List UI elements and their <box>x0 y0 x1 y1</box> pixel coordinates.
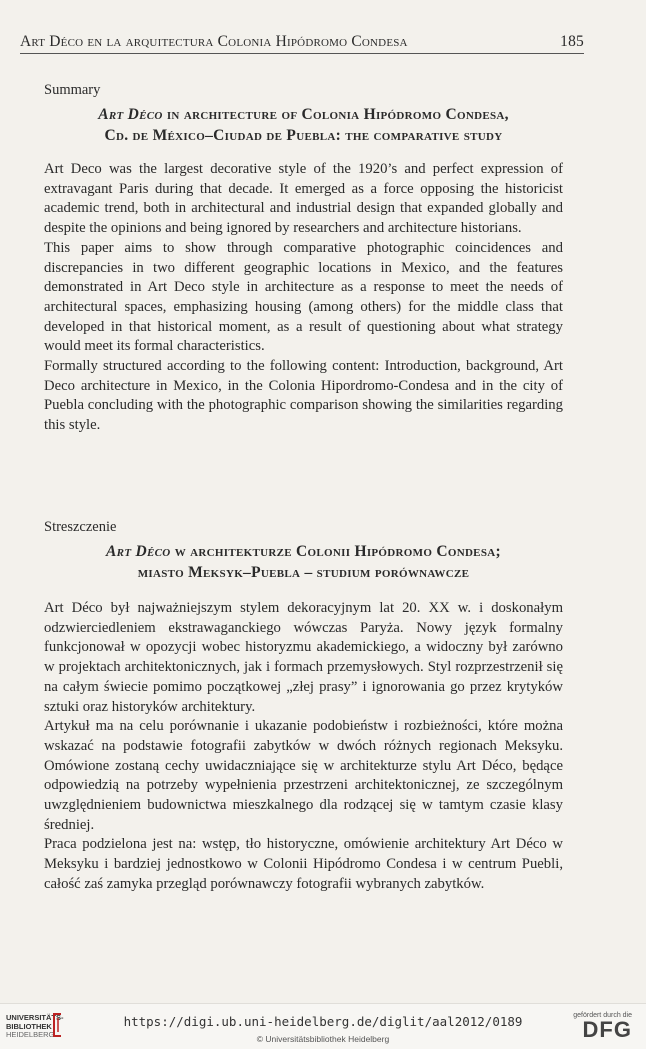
funder-note: gefördert durch die <box>573 1012 632 1019</box>
summary-label: Summary <box>44 82 101 98</box>
streszczenie-paragraph-3: Praca podzielona jest na: wstęp, tło historyczne, omówienie architektury Art Déco w Meksyku i bardziej jednostkowo w Colonii Hipódromo Condesa i w centrum Puebli, całość zaś zamyka przegląd porównawczy fotografii wybranych zabytków. <box>44 836 563 892</box>
library-name-line1: UNIVERSITÄTS- <box>6 1013 64 1022</box>
streszczenie-paragraph-1: Art Déco był najważniejszym stylem dekoracyjnym lat 20. XX w. i doskonałym odzwierciedleniem ekstrawaganckiego wówczas Paryża. Nowy język formalny funkcjonował w opozycji wobec historyzmu akademickiego, a widoczny był zarówno w projektach architektonicznych, jak i formach przemysłowych. Styl rozprzestrzenił się na całym świecie pomimo początkowej „złej prasy” i ignorowania go przez krytyków sztuki oraz historyków architektury. <box>44 600 563 715</box>
streszczenie-heading-line1: w architekturze Colonii Hipódromo Condesa; <box>170 543 501 560</box>
summary-heading-line2: Cd. de México–Ciudad de Puebla: the comparative study <box>104 127 503 144</box>
summary-heading-line1: in architecture of Colonia Hipódromo Condesa, <box>162 106 509 123</box>
summary-heading <box>44 104 563 146</box>
streszczenie-label: Streszczenie <box>44 519 117 535</box>
permalink-url[interactable]: https://digi.ub.uni-heidelberg.de/diglit/aal2012/0189 <box>123 1014 523 1029</box>
summary-paragraph-1: Art Deco was the largest decorative style of the 1920’s and perfect expression of extravagant Paris during that decade. It emerged as a force opposing the historicist academic trend, both in architectural and industrial design that expanded globally and despite the opinions and being ignored by researchers and architecture historians. <box>44 161 563 237</box>
streszczenie-paragraph-2: Artykuł ma na celu porównanie i ukazanie podobieństw i rozbieżności, które można wskazać na podstawie fotografii zabytków w dwóch różnych regionach Meksyku. Omówione zostaną cechy uwidaczniające się w architekturze stylu Art Déco, będące odpowiedzią na potrzeby wypełnienia przestrzeni architektonicznej, ze szczególnym uwzględnieniem budownictwa mieszkalnego dla rodzącej się w tamtym czasie klasy średniej. <box>44 718 563 833</box>
summary-paragraph-2: This paper aims to show through comparative photographic coincidences and discrepancies in two different geographic locations in Mexico, and the features demonstrated in Art Deco style in architecture as a response to meet the needs of architectural spaces, emphasizing housing (among others) for the middle class that developed in that historical moment, as a result of questioning about what strategy would meet its formal characteristics. <box>44 239 563 355</box>
streszczenie-heading-line2: miasto Meksyk–Puebla – studium porównawcze <box>137 564 470 581</box>
viewer-footer <box>0 1003 646 1049</box>
running-header <box>20 33 584 54</box>
running-title: Art Déco en la arquitectura Colonia Hipódromo Condesa <box>20 33 408 50</box>
funder-logo[interactable] <box>573 1012 632 1041</box>
library-name-line3: HEIDELBERG <box>6 1030 55 1039</box>
summary-paragraph-3: Formally structured according to the following content: Introduction, background, Art Deco architecture in Mexico, in the Colonia Hipordromo-Condesa and in the city of Puebla concluding with the photographic comparison showing the similarities regarding this style. <box>44 358 563 434</box>
dfg-logo-text: DFG <box>582 1017 632 1042</box>
streszczenie-heading <box>44 541 563 583</box>
page-number: 185 <box>560 33 584 50</box>
library-name-line2: BIBLIOTHEK <box>6 1021 52 1031</box>
copyright-note: © Universitätsbibliothek Heidelberg <box>256 1034 390 1044</box>
streszczenie-heading-lead: Art Déco <box>106 543 171 560</box>
summary-heading-lead: Art Déco <box>98 106 163 123</box>
summary-section <box>44 82 563 436</box>
streszczenie-section <box>44 519 563 895</box>
